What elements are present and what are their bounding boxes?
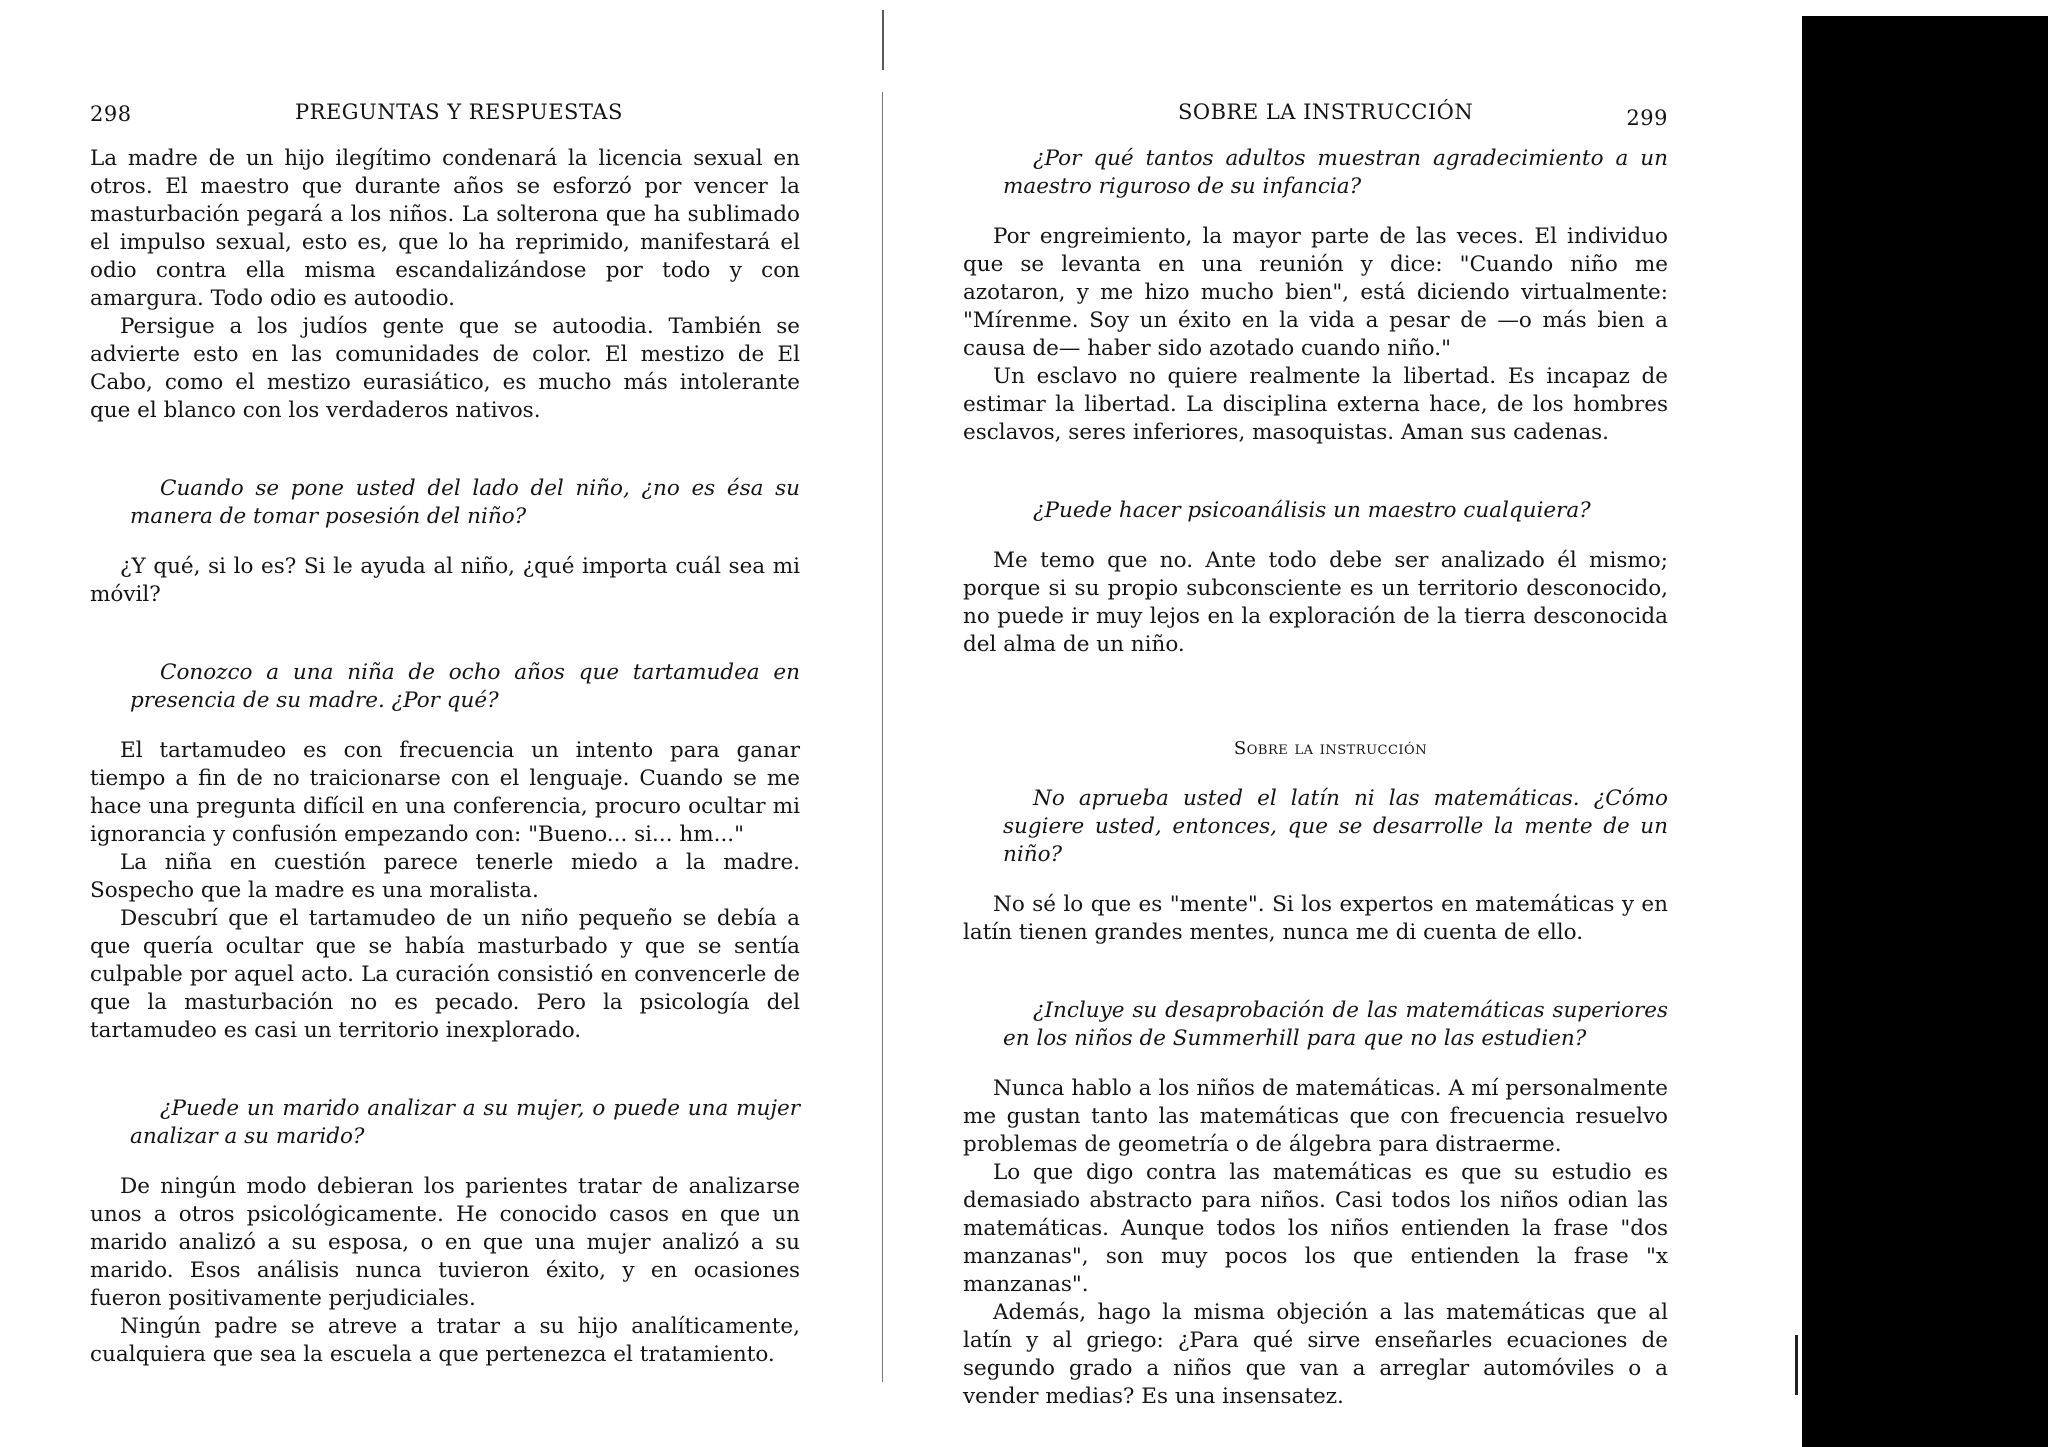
spacer — [90, 1151, 800, 1173]
question-heading: Conozco a una niña de ocho años que tartamudea en presencia de su madre. ¿Por qué? — [130, 660, 800, 713]
paragraph: El tartamudeo es con frecuencia un intento para ganar tiempo a fin de no traicionarse con el lenguaje. Cuando se me hace una pregunta difícil en una conferencia, procuro ocultar mi ignorancia y confusión empezando con: "Bueno... si... hm..." — [90, 738, 800, 847]
spacer — [963, 447, 1668, 497]
spacer — [963, 525, 1668, 547]
running-head — [90, 100, 800, 130]
spacer — [90, 609, 800, 659]
paragraph: Ningún padre se atreve a tratar a su hijo analíticamente, cualquiera que sea la escuela a que pertenezca el tratamiento. — [90, 1314, 800, 1367]
running-head — [963, 100, 1668, 130]
question-heading: Cuando se pone usted del lado del niño, ¿no es ésa su manera de tomar posesión del niño? — [130, 476, 800, 529]
paragraph: La madre de un hijo ilegítimo condenará la licencia sexual en otros. El maestro que durante años se esforzó por vencer la masturbación pegará a los niños. La solterona que ha sublimado el impulso sexual, esto es, que lo ha reprimido, manifestará el odio contra ella misma escandalizándose por todo y con amargura. Todo odio es autoodio. — [90, 146, 800, 311]
section-title: Sobre la instrucción — [1233, 738, 1428, 759]
spacer — [963, 1053, 1668, 1075]
question-heading: ¿Por qué tantos adultos muestran agradecimiento a un maestro riguroso de su infancia? — [1003, 146, 1668, 199]
left-page — [90, 0, 800, 1447]
spacer — [963, 201, 1668, 223]
paragraph: No sé lo que es "mente". Si los expertos en matemáticas y en latín tienen grandes mentes, nunca me di cuenta de ello. — [963, 892, 1668, 945]
paragraph: Nunca hablo a los niños de matemáticas. A mí personalmente me gustan tanto las matemáticas que con frecuencia resuelvo problemas de geometría o de álgebra para distraerme. — [963, 1076, 1668, 1157]
page-body — [90, 145, 800, 1369]
paragraph: Por engreimiento, la mayor parte de las veces. El individuo que se levanta en una reunión y dice: "Cuando niño me azotaron, y me hizo mucho bien", está diciendo virtualmente: "Mírenme. Soy un éxito en la vida a pesar de —o más bien a causa de— haber sido azotado cuando niño." — [963, 224, 1668, 361]
paragraph: Descubrí que el tartamudeo de un niño pequeño se debía a que quería ocultar que se había masturbado y que se sentía culpable por aquel acto. La curación consistió en convencerle de que la masturbación no es pecado. Pero la psicología del tartamudeo es casi un territorio inexplorado. — [90, 906, 800, 1043]
paragraph: Lo que digo contra las matemáticas es que su estudio es demasiado abstracto para niños. Casi todos los niños odian las matemáticas. Aunque todos los niños entienden la frase "dos manzanas", son muy pocos los que entienden la frase "x manzanas". — [963, 1160, 1668, 1297]
running-head-title: SOBRE LA INSTRUCCIÓN — [1178, 100, 1474, 124]
running-head-title: PREGUNTAS Y RESPUESTAS — [295, 100, 623, 124]
paragraph: La niña en cuestión parece tenerle miedo a la madre. Sospecho que la madre es una moralista. — [90, 850, 800, 903]
spacer — [963, 869, 1668, 891]
right-page — [963, 0, 1668, 1447]
spacer — [90, 531, 800, 553]
page-number: 299 — [1626, 106, 1668, 130]
page-number: 298 — [90, 102, 132, 126]
paragraph: Además, hago la misma objeción a las matemáticas que al latín y al griego: ¿Para qué sirve enseñarles ecuaciones de segundo grado a niños que van a arreglar automóviles o a vender medias? Es una insensatez. — [963, 1300, 1668, 1409]
question-heading: ¿Incluye su desaprobación de las matemáticas superiores en los niños de Summerhill para que no las estudien? — [1003, 998, 1668, 1051]
spacer — [90, 715, 800, 737]
question-heading: ¿Puede un marido analizar a su mujer, o puede una mujer analizar a su marido? — [130, 1096, 800, 1149]
question-heading: ¿Puede hacer psicoanálisis un maestro cualquiera? — [1033, 498, 1591, 523]
spacer — [90, 1045, 800, 1095]
spacer — [963, 659, 1668, 735]
spacer — [963, 763, 1668, 785]
spacer — [90, 425, 800, 475]
paragraph: Un esclavo no quiere realmente la libertad. Es incapaz de estimar la libertad. La disciplina externa hace, de los hombres esclavos, seres inferiores, masoquistas. Aman sus cadenas. — [963, 364, 1668, 445]
scan-artifact — [1795, 1335, 1798, 1395]
paragraph: Persigue a los judíos gente que se autoodia. También se advierte esto en las comunidades de color. El mestizo de El Cabo, como el mestizo eurasiático, es mucho más intolerante que el blanco con los verdaderos nativos. — [90, 314, 800, 423]
paragraph: Me temo que no. Ante todo debe ser analizado él mismo; porque si su propio subconsciente es un territorio desconocido, no puede ir muy lejos en la exploración de la tierra desconocida del alma de un niño. — [963, 548, 1668, 657]
question-heading: No aprueba usted el latín ni las matemáticas. ¿Cómo sugiere usted, entonces, que se desarrolle la mente de un niño? — [1003, 786, 1668, 867]
gutter-line — [882, 92, 883, 1382]
page-body — [963, 145, 1668, 1411]
gutter-line — [882, 10, 884, 70]
paragraph: ¿Y qué, si lo es? Si le ayuda al niño, ¿qué importa cuál sea mi móvil? — [90, 554, 800, 607]
scan-dark-edge — [1802, 16, 2048, 1447]
paragraph: De ningún modo debieran los parientes tratar de analizarse unos a otros psicológicamente. He conocido casos en que un marido analizó a su esposa, o en que una mujer analizó a su marido. Esos análisis nunca tuvieron éxito, y en ocasiones fueron positivamente perjudiciales. — [90, 1174, 800, 1311]
spacer — [963, 947, 1668, 997]
scan-border — [1802, 0, 2048, 16]
